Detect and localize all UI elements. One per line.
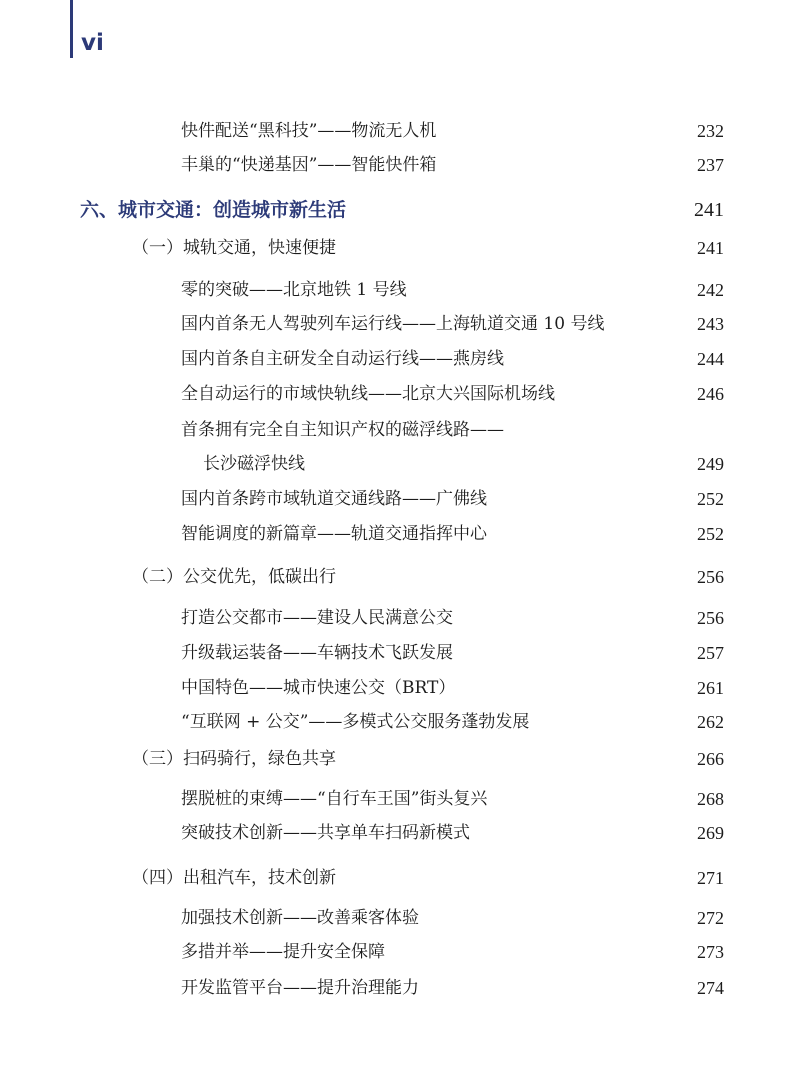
toc-entry-title: “互联网 + 公交”——多模式公交服务蓬勃发展 <box>181 712 530 732</box>
toc-entry-page: 252 <box>697 489 724 509</box>
toc-entry[interactable] <box>181 818 724 848</box>
toc-entry-title: 加强技术创新——改善乘客体验 <box>181 908 419 928</box>
toc-entry-page: 261 <box>697 678 724 698</box>
toc-entry[interactable] <box>181 707 724 737</box>
toc-entry-page: 243 <box>697 314 724 334</box>
toc-section-heading[interactable] <box>132 863 724 893</box>
page-edge-rule <box>70 0 73 58</box>
toc-section-page: 266 <box>697 749 724 769</box>
toc-entry-page: 244 <box>697 349 724 369</box>
toc-entry[interactable] <box>181 519 724 549</box>
toc-entry[interactable] <box>181 973 724 1003</box>
toc-entry[interactable] <box>181 275 724 305</box>
toc-section-title: （四）出租汽车，技术创新 <box>132 868 336 888</box>
toc-entry-title: 国内首条无人驾驶列车运行线——上海轨道交通 10 号线 <box>181 314 605 334</box>
toc-chapter-heading[interactable] <box>80 195 724 225</box>
toc-entry-page: 249 <box>697 454 724 474</box>
toc-entry-page: 268 <box>697 789 724 809</box>
toc-entry-continuation[interactable] <box>203 449 724 479</box>
toc-section-heading[interactable] <box>132 562 724 592</box>
toc-entry-page: 257 <box>697 643 724 663</box>
toc-entry-page: 274 <box>697 978 724 998</box>
toc-entry[interactable] <box>181 784 724 814</box>
toc-entry-title: 突破技术创新——共享单车扫码新模式 <box>181 823 470 843</box>
toc-entry-title: 长沙磁浮快线 <box>203 454 305 474</box>
toc-chapter-page: 241 <box>694 199 724 221</box>
toc-section-page: 256 <box>697 567 724 587</box>
toc-entry-title: 中国特色——城市快速公交（BRT） <box>181 678 456 698</box>
toc-section-heading[interactable] <box>132 233 724 263</box>
toc-entry[interactable] <box>181 903 724 933</box>
toc-entry-page: 232 <box>697 121 724 141</box>
toc-entry[interactable] <box>181 150 724 180</box>
toc-entry[interactable] <box>181 309 724 339</box>
toc-entry-title: 快件配送“黑科技”——物流无人机 <box>181 121 437 141</box>
toc-entry[interactable] <box>181 603 724 633</box>
toc-entry-title: 全自动运行的市域快轨线——北京大兴国际机场线 <box>181 384 555 404</box>
toc-section-title: （二）公交优先，低碳出行 <box>132 567 336 587</box>
toc-entry-page: 252 <box>697 524 724 544</box>
toc-entry-title: 零的突破——北京地铁 1 号线 <box>181 280 407 300</box>
toc-entry-page: 262 <box>697 712 724 732</box>
toc-section-heading[interactable] <box>132 744 724 774</box>
page-number: vi <box>81 30 104 56</box>
toc-entry-title: 国内首条跨市域轨道交通线路——广佛线 <box>181 489 487 509</box>
toc-entry-title: 开发监管平台——提升治理能力 <box>181 978 419 998</box>
toc-entry-title: 首条拥有完全自主知识产权的磁浮线路—— <box>181 420 504 440</box>
toc-entry[interactable] <box>181 344 724 374</box>
toc-entry-title: 摆脱桩的束缚——“自行车王国”街头复兴 <box>181 789 488 809</box>
toc-entry-title: 升级载运装备——车辆技术飞跃发展 <box>181 643 453 663</box>
toc-entry-title: 国内首条自主研发全自动运行线——燕房线 <box>181 349 504 369</box>
toc-section-title: （一）城轨交通，快速便捷 <box>132 238 336 258</box>
toc-section-page: 271 <box>697 868 724 888</box>
toc-entry-title: 丰巢的“快递基因”——智能快件箱 <box>181 155 437 175</box>
toc-entry[interactable] <box>181 673 724 703</box>
toc-chapter-title: 六、城市交通：创造城市新生活 <box>80 199 347 221</box>
toc-entry-title: 打造公交都市——建设人民满意公交 <box>181 608 453 628</box>
toc-entry-title: 多措并举——提升安全保障 <box>181 942 385 962</box>
toc-entry-page: 269 <box>697 823 724 843</box>
toc-entry[interactable] <box>181 379 724 409</box>
toc-entry-page: 273 <box>697 942 724 962</box>
toc-entry-page: 272 <box>697 908 724 928</box>
toc-entry-page: 242 <box>697 280 724 300</box>
toc-entry[interactable] <box>181 638 724 668</box>
toc-entry[interactable] <box>181 116 724 146</box>
toc-section-page: 241 <box>697 238 724 258</box>
toc-entry[interactable] <box>181 415 724 445</box>
toc-entry-page: 237 <box>697 155 724 175</box>
toc-entry-page: 256 <box>697 608 724 628</box>
toc-entry[interactable] <box>181 484 724 514</box>
toc-section-title: （三）扫码骑行，绿色共享 <box>132 749 336 769</box>
toc-entry-page: 246 <box>697 384 724 404</box>
toc-entry-title: 智能调度的新篇章——轨道交通指挥中心 <box>181 524 487 544</box>
toc-entry[interactable] <box>181 937 724 967</box>
